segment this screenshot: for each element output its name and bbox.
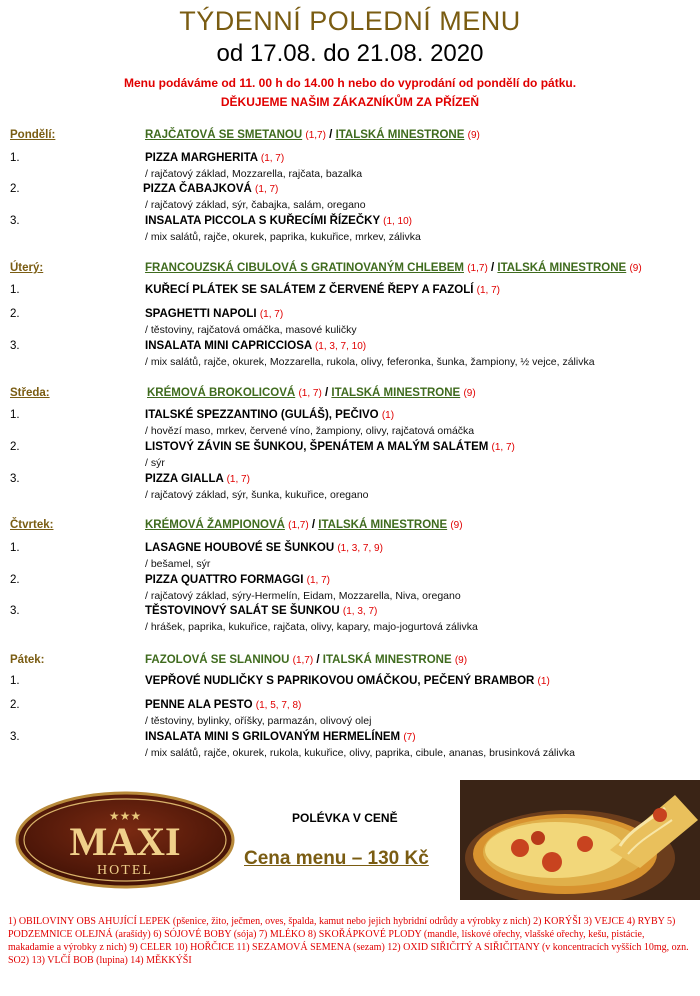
maxi-hotel-logo <box>14 790 236 890</box>
soup-included-note: POLÉVKA V CENĚ <box>292 811 398 825</box>
soup-1: FRANCOUZSKÁ CIBULOVÁ S GRATINOVANÝM CHLEBEM <box>145 262 465 274</box>
day-label: Pátek: <box>10 654 45 666</box>
dish-allergens: (1, 3, 7, 9) <box>337 543 383 554</box>
day-soups <box>147 387 476 399</box>
logo-stars: ★★★ <box>108 809 142 823</box>
soup-1-allergens: (1,7) <box>305 130 326 141</box>
dish-name <box>143 183 278 195</box>
day-name <box>10 654 45 666</box>
dish-allergens: (1, 10) <box>383 216 413 227</box>
soup-2-allergens: (9) <box>454 655 468 666</box>
day-name <box>10 519 53 531</box>
soup-2: ITALSKÁ MINESTRONE <box>335 129 465 141</box>
dish-description: / mix salátů, rajče, okurek, rukola, kukuřice, olivy, paprika, cibule, ananas, brusinková zálivka <box>145 747 575 759</box>
item-number: 1. <box>10 152 20 164</box>
day-soups <box>145 129 480 141</box>
logo-emblem-icon <box>14 790 236 890</box>
dish-allergens: (1, 7) <box>260 153 285 164</box>
item-number: 1. <box>10 284 20 296</box>
soup-2-allergens: (9) <box>467 130 480 141</box>
day-name <box>10 262 43 274</box>
serving-hours-note: Menu podáváme od 11. 00 h do 14.00 h nebo do vyprodání od pondělí do pátku. <box>123 76 577 90</box>
soup-2: ITALSKÁ MINESTRONE <box>322 654 452 666</box>
soup-separator: / <box>329 129 333 141</box>
day-soups <box>145 262 642 274</box>
soup-2: ITALSKÁ MINESTRONE <box>331 387 461 399</box>
dish-name <box>145 699 301 711</box>
soup-1: RAJČATOVÁ SE SMETANOU <box>145 129 303 141</box>
dish-name <box>145 441 515 453</box>
soup-1: FAZOLOVÁ SE SLANINOU <box>145 654 290 666</box>
dish-name <box>145 308 283 320</box>
menu-price: Cena menu – 130 Kč <box>244 848 429 869</box>
dish-title: PIZZA GIALLA <box>145 473 224 485</box>
logo-brand: MAXI <box>69 819 181 864</box>
soup-1: KRÉMOVÁ BROKOLICOVÁ <box>147 387 296 399</box>
dish-allergens: (1, 7) <box>226 474 250 485</box>
dish-name <box>145 152 284 164</box>
dish-allergens: (1) <box>381 410 395 421</box>
soup-2-allergens: (9) <box>450 520 463 531</box>
dish-title: PIZZA ČABAJKOVÁ <box>143 183 252 195</box>
day-label: Úterý: <box>10 262 44 274</box>
menu-dates: od 17.08. do 21.08. 2020 <box>216 40 484 67</box>
soup-1: KRÉMOVÁ ŽAMPIONOVÁ <box>145 519 285 531</box>
dish-allergens: (1, 5, 7, 8) <box>255 700 302 711</box>
dish-allergens: (1, 7) <box>255 184 279 195</box>
item-number: 3. <box>10 605 20 617</box>
dish-description: / rajčatový základ, sýr, šunka, kukuřice, oregano <box>145 489 369 501</box>
dish-title: ITALSKÉ SPEZZANTINO (GULÁŠ), PEČIVO <box>145 409 379 421</box>
dish-name <box>145 731 416 743</box>
soup-1-allergens: (1, 7) <box>298 388 322 399</box>
dish-title: INSALATA MINI CAPRICCIOSA <box>145 340 312 352</box>
dish-title: SPAGHETTI NAPOLI <box>145 308 257 320</box>
day-name: Pondělí: <box>10 129 56 141</box>
day-label: Čtvrtek: <box>10 519 54 531</box>
thanks-note: DĚKUJEME NAŠIM ZÁKAZNÍKŮM ZA PŘÍZEŇ <box>220 95 480 109</box>
dish-name <box>145 409 394 421</box>
day-soups <box>145 519 463 531</box>
dish-title: INSALATA PICCOLA S KUŘECÍMI ŘÍZEČKY <box>145 215 380 227</box>
dish-allergens: (1, 7) <box>306 575 330 586</box>
dish-description: / sýr <box>145 457 165 469</box>
item-number: 3. <box>10 215 20 227</box>
dish-description: / mix salátů, rajče, okurek, paprika, kukuřice, mrkev, zálivka <box>145 231 421 243</box>
soup-separator: / <box>490 262 495 274</box>
dish-name <box>145 284 500 296</box>
item-number: 3. <box>10 340 20 352</box>
dish-name <box>145 675 550 687</box>
soup-1-allergens: (1,7) <box>467 263 488 274</box>
dish-title: PIZZA QUATTRO FORMAGGI <box>145 574 304 586</box>
day-name <box>10 387 50 399</box>
soup-separator: / <box>311 519 316 531</box>
item-number: 2. <box>10 574 20 586</box>
dish-title: PIZZA MARGHERITA <box>145 152 258 164</box>
item-number: 3. <box>10 731 20 743</box>
dish-title: LISTOVÝ ZÁVIN SE ŠUNKOU, ŠPENÁTEM A MALÝM SALÁTEM <box>145 441 489 453</box>
item-number: 3. <box>10 473 20 485</box>
dish-title: VEPŘOVÉ NUDLIČKY S PAPRIKOVOU OMÁČKOU, PEČENÝ BRAMBOR <box>145 675 535 687</box>
logo-sub: HOTEL <box>97 863 153 878</box>
dish-name <box>145 340 366 352</box>
soup-2: ITALSKÁ MINESTRONE <box>318 519 448 531</box>
dish-name <box>145 542 383 554</box>
dish-allergens: (1, 7) <box>491 442 515 453</box>
dish-description: / rajčatový základ, Mozzarella, rajčata, bazalka <box>145 168 363 180</box>
dish-name <box>145 215 412 227</box>
dish-name <box>145 574 330 586</box>
dish-description: / rajčatový základ, sýry-Hermelín, Eidam, Mozzarella, Niva, oregano <box>145 590 461 602</box>
dish-allergens: (1, 7) <box>259 309 284 320</box>
dish-description: / rajčatový základ, sýr, čabajka, salám, oregano <box>145 199 366 211</box>
dish-description: / mix salátů, rajče, okurek, Mozzarella, rukola, olivy, feferonka, šunka, žampiony, ½ vejce, zálivka <box>145 356 595 368</box>
item-number: 2. <box>10 308 20 320</box>
soup-2-allergens: (9) <box>629 263 642 274</box>
item-number: 1. <box>10 409 20 421</box>
soup-1-allergens: (1,7) <box>292 655 314 666</box>
allergen-legend: 1) OBILOVINY OBS AHUJÍCÍ LEPEK (pšenice, žito, ječmen, oves, špalda, kamut nebo jejich hybridní odrůdy a výrobky z nich) 2) KORÝŠI 3) VEJCE 4) RYBY 5) PODZEMNICE OLEJNÁ (arašídy) 6) SÓJOVÉ BOBY (sója) 7) MLÉKO 8) SKOŘÁPKOVÉ PLODY (mandle, lískové ořechy, vlašské ořechy, kešu, pistácie, makadamie a výrobky z nich) 9) CELER 10) HOŘČICE 11) SEZAMOVÁ SEMENA (sezam) 12) OXID SIŘIČITÝ A SIŘIČITANY (v koncentracích vyšších 10mg, ozn. SO2) 13) VLČÍ BOB (lupina) 14) MĚKKÝŠI <box>8 916 689 966</box>
item-number: 2. <box>10 183 20 195</box>
day-soups <box>145 654 467 666</box>
soup-2: ITALSKÁ MINESTRONE <box>497 262 627 274</box>
pizza-icon <box>460 780 700 900</box>
soup-1-allergens: (1,7) <box>288 520 309 531</box>
menu-title: TÝDENNÍ POLEDNÍ MENU <box>179 6 521 36</box>
day-label: Středa: <box>10 387 50 399</box>
dish-allergens: (1, 3, 7, 10) <box>314 341 367 352</box>
dish-name <box>145 605 377 617</box>
dish-title: PENNE ALA PESTO <box>145 699 253 711</box>
dish-description: / těstoviny, bylinky, oříšky, parmazán, olivový olej <box>145 715 372 727</box>
item-number: 1. <box>10 542 20 554</box>
dish-title: KUŘECÍ PLÁTEK SE SALÁTEM Z ČERVENÉ ŘEPY A FAZOLÍ <box>145 284 474 296</box>
dish-name <box>145 473 250 485</box>
item-number: 2. <box>10 441 20 453</box>
dish-description: / těstoviny, rajčatová omáčka, masové kuličky <box>145 324 357 336</box>
dish-allergens: (1, 3, 7) <box>342 606 378 617</box>
item-number: 2. <box>10 699 20 711</box>
dish-allergens: (1, 7) <box>476 285 500 296</box>
soup-separator: / <box>316 654 320 666</box>
dish-title: INSALATA MINI S GRILOVANÝM HERMELÍNEM <box>145 731 401 743</box>
dish-description: / bešamel, sýr <box>145 558 211 570</box>
dish-allergens: (7) <box>403 732 416 743</box>
dish-title: TĚSTOVINOVÝ SALÁT SE ŠUNKOU <box>145 605 340 617</box>
dish-title: LASAGNE HOUBOVÉ SE ŠUNKOU <box>145 542 335 554</box>
item-number: 1. <box>10 675 20 687</box>
soup-separator: / <box>324 387 329 399</box>
dish-allergens: (1) <box>537 676 550 687</box>
dish-description: / hovězí maso, mrkev, červené víno, žampiony, olivy, rajčatová omáčka <box>145 425 475 437</box>
soup-2-allergens: (9) <box>463 388 476 399</box>
dish-description: / hrášek, paprika, kukuřice, rajčata, olivy, kapary, majo-jogurtová zálivka <box>145 621 478 633</box>
pizza-photo <box>460 780 700 900</box>
